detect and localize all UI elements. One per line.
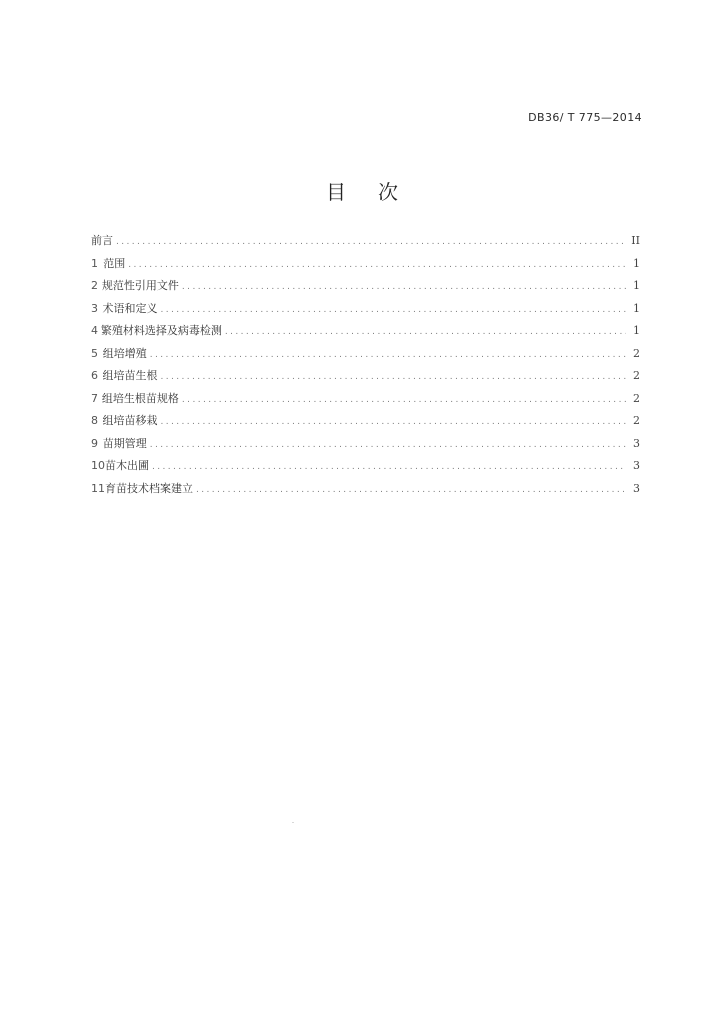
- toc-entry-technical-records[interactable]: [91, 480, 640, 503]
- toc-entry-page: 2: [633, 369, 640, 382]
- toc-entry-label: 繁殖材料选择及病毒检测: [100, 324, 222, 337]
- toc-entry-scope[interactable]: [91, 255, 640, 278]
- toc-entry-page: 1: [633, 279, 640, 292]
- toc-entry-seedling-management[interactable]: [91, 435, 640, 458]
- toc-entry-number: 7: [91, 391, 98, 405]
- toc-entry-number: 9: [91, 436, 98, 450]
- toc-entry-page: 1: [633, 324, 640, 337]
- dot-leader: [128, 260, 626, 270]
- toc-entry-number: 11: [91, 481, 105, 495]
- toc-entry-label: 组培苗移栽: [102, 414, 158, 427]
- toc-entry-label: 组培生根苗规格: [101, 391, 179, 405]
- toc-entry-label: 育苗技术档案建立: [105, 481, 193, 495]
- page-title: 目次: [326, 180, 430, 204]
- dot-leader: [150, 440, 626, 450]
- toc-entry-number: 1: [91, 256, 98, 270]
- dot-leader: [160, 305, 626, 315]
- dot-leader: [160, 372, 626, 382]
- toc-entry-page: 1: [633, 256, 640, 270]
- toc-entry-number: 6: [91, 369, 98, 382]
- toc-entry-number: 8: [91, 414, 98, 427]
- toc-entry-label: 苗期管理: [102, 436, 147, 450]
- toc-entry-transplanting[interactable]: [91, 412, 640, 435]
- toc-entry-label: 组培苗生根: [102, 369, 158, 382]
- toc-entry-number: 4: [91, 324, 98, 337]
- toc-entry-number: 5: [91, 346, 98, 360]
- toc-entry-label: 前言: [91, 234, 113, 247]
- table-of-contents: [91, 232, 640, 502]
- toc-entry-number: 3: [91, 301, 98, 315]
- toc-entry-seedling-specs[interactable]: [91, 390, 640, 413]
- dot-leader: [196, 485, 626, 495]
- toc-entry-foreword[interactable]: [91, 232, 640, 255]
- toc-entry-label: 术语和定义: [102, 301, 158, 315]
- toc-entry-page: 1: [633, 301, 640, 315]
- toc-entry-page: 3: [633, 459, 640, 472]
- toc-entry-proliferation[interactable]: [91, 345, 640, 368]
- toc-entry-label: 组培增殖: [102, 346, 147, 360]
- toc-entry-nursery-release[interactable]: [91, 457, 640, 480]
- toc-entry-page: 2: [633, 414, 640, 427]
- toc-entry-label: 范围: [103, 256, 126, 270]
- dot-leader: [225, 327, 626, 337]
- dot-leader: [182, 282, 626, 292]
- dot-leader: [150, 350, 626, 360]
- dot-leader: [182, 395, 626, 405]
- toc-entry-page: 3: [633, 436, 640, 450]
- toc-entry-normative-references[interactable]: [91, 277, 640, 300]
- scan-speck: [292, 822, 294, 823]
- toc-entry-page: 2: [633, 391, 640, 405]
- toc-entry-label: 规范性引用文件: [101, 279, 179, 292]
- toc-entry-page: II: [631, 234, 640, 247]
- toc-entry-material-selection[interactable]: [91, 322, 640, 345]
- dot-leader: [160, 417, 626, 427]
- toc-entry-number: 2: [91, 279, 98, 292]
- toc-entry-label: 苗木出圃: [105, 459, 149, 472]
- toc-entry-page: 3: [633, 481, 640, 495]
- toc-entry-page: 2: [633, 346, 640, 360]
- toc-entry-terms-definitions[interactable]: [91, 300, 640, 323]
- toc-entry-number: 10: [91, 459, 105, 472]
- dot-leader: [116, 237, 626, 247]
- document-number: DB36/ T 775—2014: [528, 111, 642, 124]
- dot-leader: [152, 462, 626, 472]
- toc-entry-rooting[interactable]: [91, 367, 640, 390]
